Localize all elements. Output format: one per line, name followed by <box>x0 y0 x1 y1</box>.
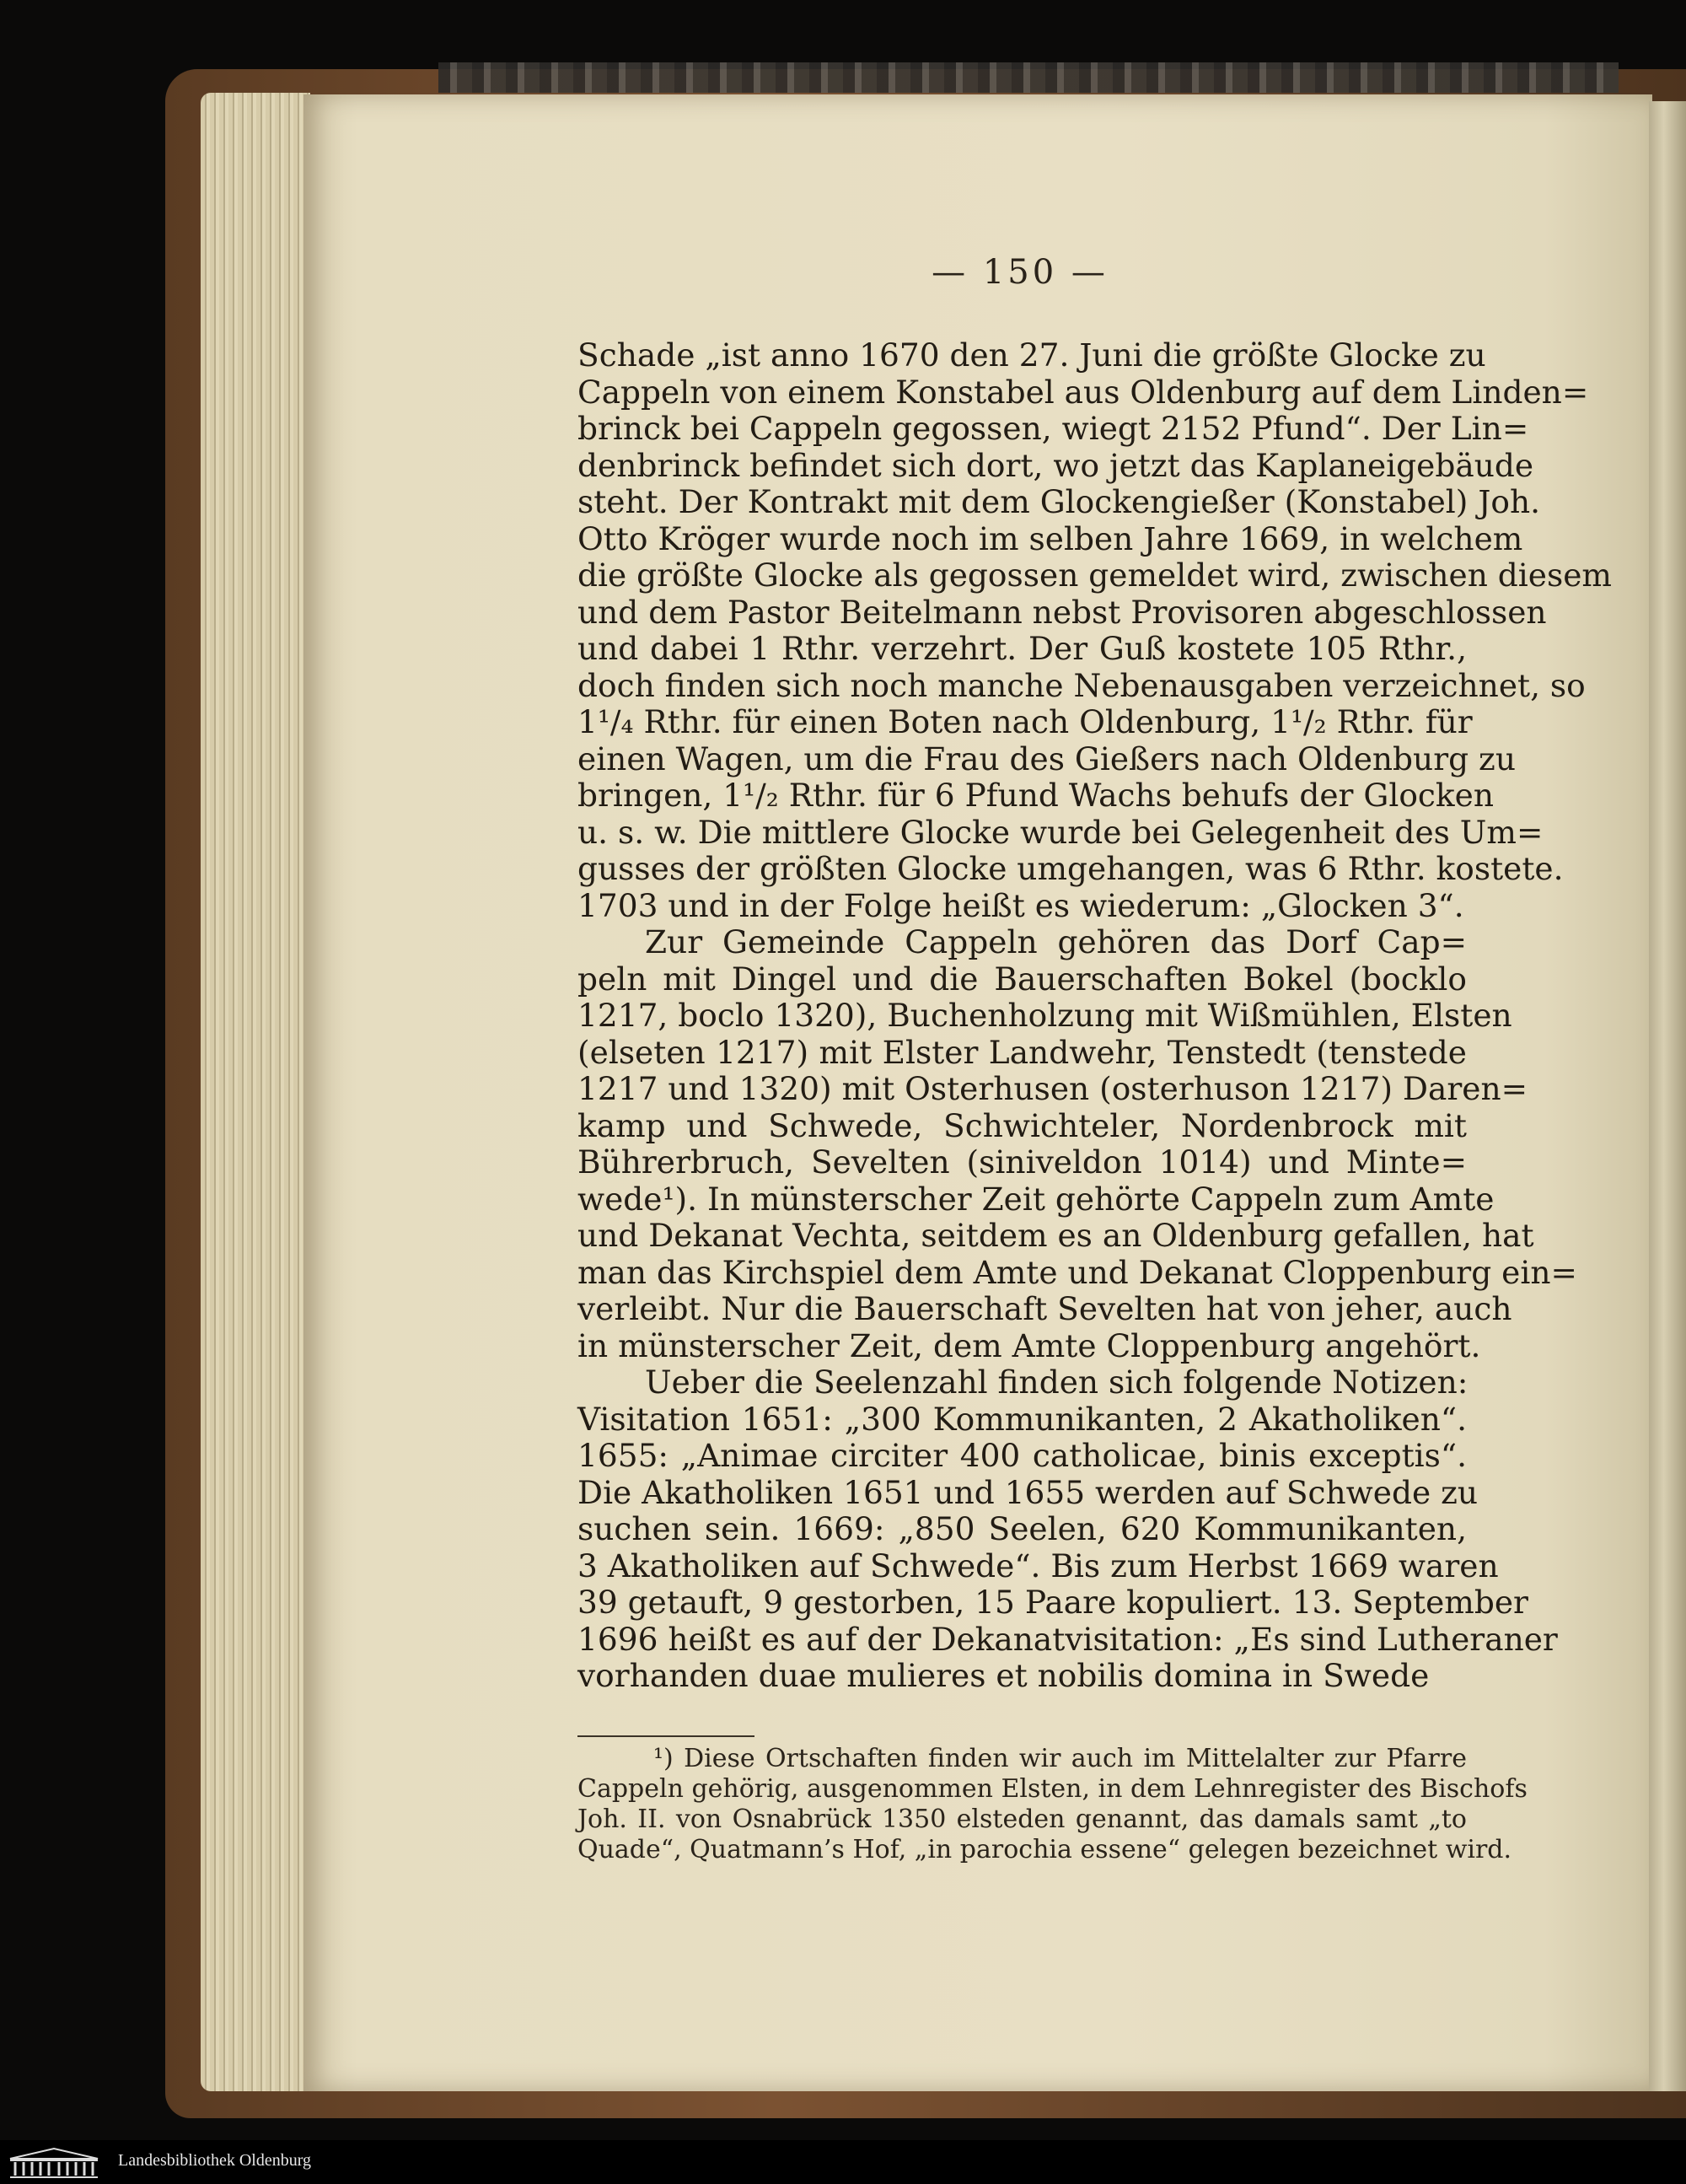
text-line: 1217 und 1320) mit Osterhusen (osterhuson 1217) Daren= <box>577 1070 1528 1107</box>
text-line: Visitation 1651: „300 Kommunikanten, 2 Akatholiken“. <box>577 1400 1467 1438</box>
text-line: Otto Kröger wurde noch im selben Jahre 1669, in welchem <box>577 519 1523 557</box>
text-line: 1655: „Animae circiter 400 catholicae, binis exceptis“. <box>577 1437 1467 1474</box>
text-line: 1217, boclo 1320), Buchenholzung mit Wißmühlen, Elsten <box>577 997 1512 1034</box>
footnote-line: Quade“, Quatmann’s Hof, „in parochia essene“ gelegen bezeichnet wird. <box>577 1835 1512 1864</box>
text-line: wede¹). In münsterscher Zeit gehörte Cappeln zum Amte <box>577 1180 1495 1218</box>
text-line: 1696 heißt es auf der Dekanatvisitation: „Es sind Lutheraner <box>577 1620 1558 1658</box>
page-number: — 150 — <box>932 253 1109 292</box>
text-line: 1703 und in der Folge heißt es wiederum: „Glocken 3“. <box>577 886 1464 924</box>
next-page-edge <box>1649 101 1686 2091</box>
footnotes <box>577 1744 1528 1865</box>
text-line: steht. Der Kontrakt mit dem Glockengießer (Konstabel) Joh. <box>577 483 1541 520</box>
body-text <box>577 336 1612 1695</box>
text-line: brinck bei Cappeln gegossen, wiegt 2152 Pfund“. Der Lin= <box>577 410 1529 447</box>
page-edges <box>201 93 310 2091</box>
cover-top-edge <box>438 62 1619 93</box>
text-line: Die Akatholiken 1651 und 1655 werden auf Schwede zu <box>577 1473 1478 1511</box>
text-line: Cappeln von einem Konstabel aus Oldenburg auf dem Linden= <box>577 373 1589 411</box>
text-line: einen Wagen, um die Frau des Gießers nach Oldenburg zu <box>577 740 1516 777</box>
footnote-line: Joh. II. von Osnabrück 1350 elsteden genannt, das damals samt „to <box>577 1805 1467 1834</box>
footnote-line: Cappeln gehörig, ausgenommen Elsten, in dem Lehnregister des Bischofs <box>577 1774 1528 1804</box>
text-line: und dabei 1 Rthr. verzehrt. Der Guß kostete 105 Rthr., <box>577 630 1467 667</box>
text-line: 39 getauft, 9 gestorben, 15 Paare kopuliert. 13. September <box>577 1584 1528 1621</box>
text-line: man das Kirchspiel dem Amte und Dekanat Cloppenburg ein= <box>577 1253 1577 1291</box>
text-line: in münsterscher Zeit, dem Amte Cloppenburg angehört. <box>577 1326 1481 1364</box>
text-line: doch finden sich noch manche Nebenausgaben verzeichnet, so <box>577 666 1586 704</box>
text-line: kamp und Schwede, Schwichteler, Nordenbrock mit <box>577 1106 1467 1144</box>
text-line: bringen, 1¹/₂ Rthr. für 6 Pfund Wachs behufs der Glocken <box>577 777 1494 814</box>
text-line: vorhanden duae mulieres et nobilis domina in Swede <box>577 1657 1430 1694</box>
text-line: u. s. w. Die mittlere Glocke wurde bei Gelegenheit des Um= <box>577 813 1544 851</box>
text-line: 3 Akatholiken auf Schwede“. Bis zum Herbst 1669 waren <box>577 1547 1499 1584</box>
footnote-line: ¹) Diese Ortschaften finden wir auch im Mittelalter zur Pfarre <box>653 1744 1467 1773</box>
text-line: Zur Gemeinde Cappeln gehören das Dorf Cap= <box>645 923 1467 960</box>
text-line: und Dekanat Vechta, seitdem es an Oldenburg gefallen, hat <box>577 1217 1534 1254</box>
text-line: die größte Glocke als gegossen gemeldet wird, zwischen diesem <box>577 557 1612 594</box>
text-line: und dem Pastor Beitelmann nebst Provisoren abgeschlossen <box>577 593 1547 631</box>
text-line: Bührerbruch, Sevelten (siniveldon 1014) und Minte= <box>577 1143 1467 1181</box>
footnote-divider <box>577 1735 754 1737</box>
text-line: Schade „ist anno 1670 den 27. Juni die größte Glocke zu <box>577 336 1486 374</box>
text-line: (elseten 1217) mit Elster Landwehr, Tenstedt (tenstede <box>577 1033 1467 1071</box>
library-name: Landesbibliothek Oldenburg <box>118 2151 312 2170</box>
text-line: suchen sein. 1669: „850 Seelen, 620 Kommunikanten, <box>577 1510 1467 1547</box>
text-line: 1¹/₄ Rthr. für einen Boten nach Oldenburg, 1¹/₂ Rthr. für <box>577 703 1473 740</box>
text-line: denbrinck befindet sich dort, wo jetzt das Kaplaneigebäude <box>577 446 1534 484</box>
text-line: peln mit Dingel und die Bauerschaften Bokel (bocklo <box>577 960 1467 998</box>
text-line: gusses der größten Glocke umgehangen, was 6 Rthr. kostete. <box>577 850 1564 887</box>
text-line: Ueber die Seelenzahl finden sich folgende Notizen: <box>645 1364 1469 1401</box>
library-building-icon <box>7 2147 101 2181</box>
text-line: verleibt. Nur die Bauerschaft Sevelten hat von jeher, auch <box>577 1290 1512 1327</box>
